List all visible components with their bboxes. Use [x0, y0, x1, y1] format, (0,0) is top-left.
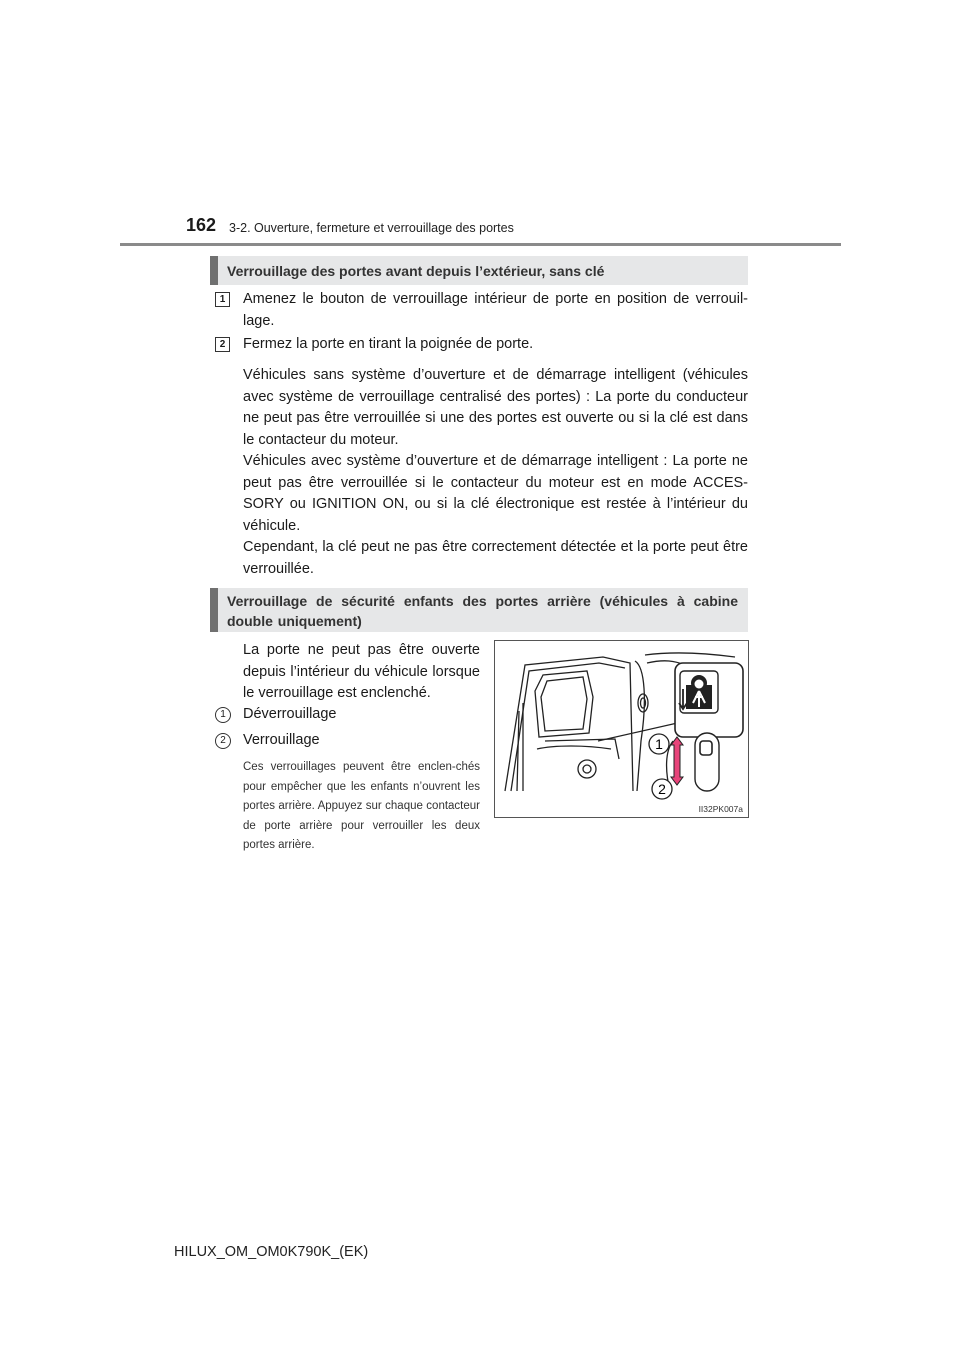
lock-lever-icon: [695, 733, 719, 791]
step-1-text: Amenez le bouton de verrouillage intérieur de porte en position de verrouil-lage.: [243, 291, 748, 329]
door-drawing: [495, 641, 748, 817]
child-lock-note: Ces verrouillages peuvent être enclen-chés pour empêcher que les enfants n’ouvrent les portes arrière. Appuyez sur chaque contacteur de porte arrière pour verrouiller les deux portes arrière.: [243, 761, 480, 851]
callout-2: 2: [658, 781, 666, 797]
step-number-2: 2: [215, 337, 230, 352]
section-heading-exterior-lock: Verrouillage des portes avant depuis l’extérieur, sans clé: [210, 256, 748, 285]
header-rule: [120, 243, 841, 246]
lock-direction-arrow-icon: [671, 737, 683, 785]
child-lock-intro: La porte ne peut pas être ouverte depuis l’intérieur du véhicule lorsque le verrouillage est enclenché.: [243, 642, 480, 701]
paragraph-no-smart-key: Véhicules sans système d’ouverture et de démarrage intelligent (véhicules avec système de verrouillage centralisé des portes) : La porte du conducteur ne peut pas être verrouillée si une des portes est ouverte ou si la clé est dans le contacteur du moteur.: [243, 367, 748, 448]
section-label: 3-2. Ouverture, fermeture et verrouillage des portes: [229, 221, 514, 235]
step-number-1: 1: [215, 292, 230, 307]
callout-1: 1: [655, 736, 663, 752]
child-lock-illustration: [494, 640, 749, 818]
item-unlock-label: Déverrouillage: [243, 706, 337, 722]
section-heading-child-lock: Verrouillage de sécurité enfants des portes arrière (véhicules à cabine double uniquement): [210, 588, 748, 632]
paragraph-however: Cependant, la clé peut ne pas être correctement détectée et la porte peut être verrouillée.: [243, 539, 748, 577]
paragraph-smart-key: Véhicules avec système d’ouverture et de démarrage intelligent : La porte ne peut pas être verrouillée si le contacteur du moteur est en mode ACCES-SORY ou IGNITION ON, ou si la clé électronique est restée à l’intérieur du véhicule.: [243, 453, 748, 534]
item-number-2: 2: [215, 733, 231, 749]
child-lock-symbol-icon: [679, 671, 718, 713]
item-lock-label: Verrouillage: [243, 732, 320, 748]
document-id: HILUX_OM_OM0K790K_(EK): [174, 1244, 369, 1260]
figure-code: II32PK007a: [698, 804, 743, 814]
page-number: 162: [186, 215, 217, 235]
item-number-1: 1: [215, 707, 231, 723]
step-2-text: Fermez la porte en tirant la poignée de porte.: [243, 336, 534, 352]
